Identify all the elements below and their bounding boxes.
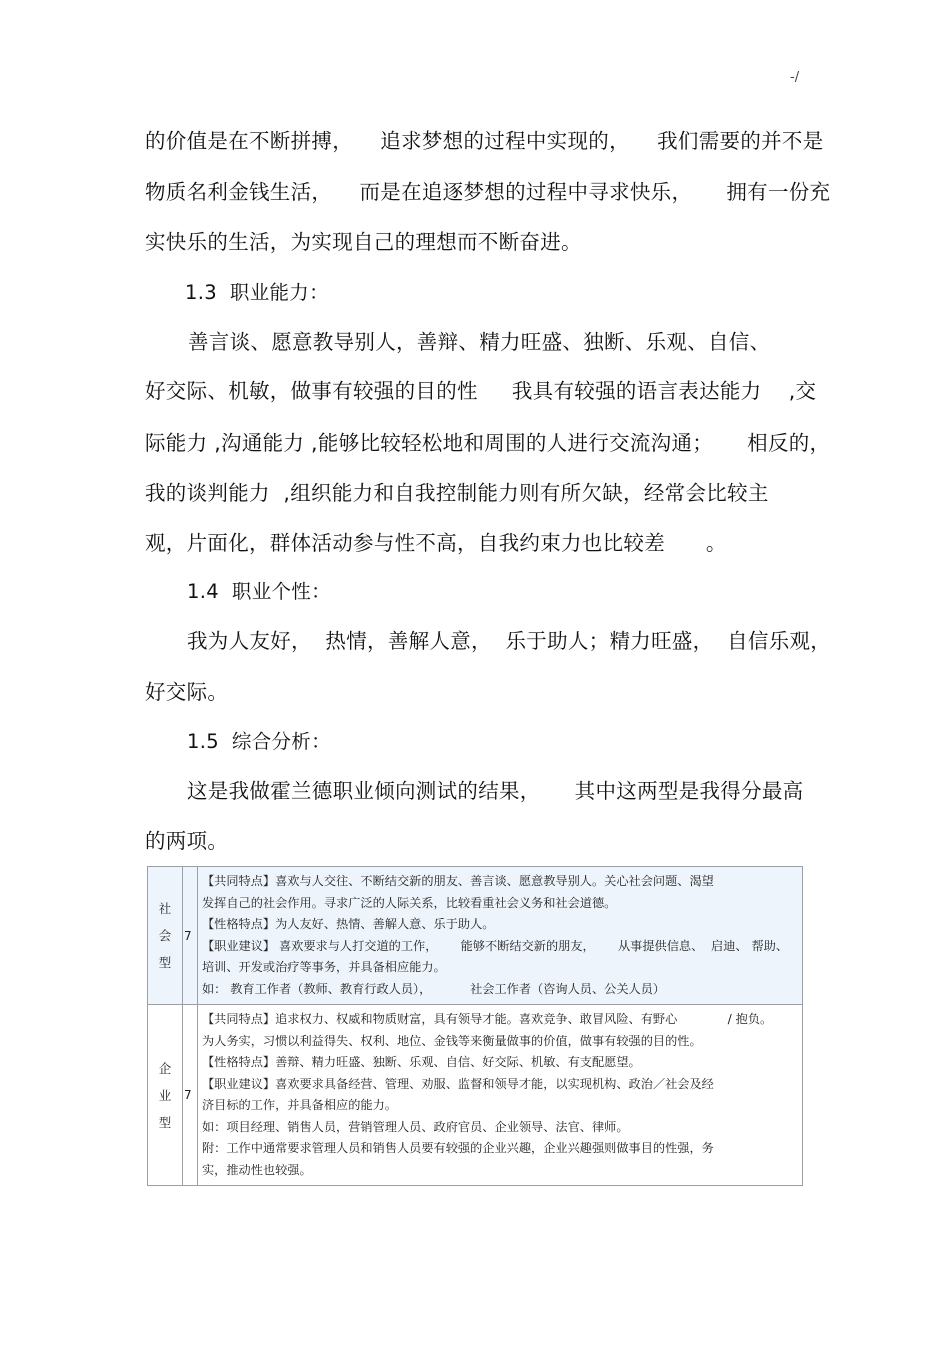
paragraph-line: 好交际、机敏，做事有较强的目的性 我具有较强的语言表达能力 ,交 bbox=[145, 379, 817, 403]
type-cell bbox=[148, 1005, 183, 1185]
description-line: 【职业建议】喜欢要求具备经营、管理、劝服、监督和领导才能，以实现机构、政治／社会及经 bbox=[202, 1076, 714, 1091]
type-cell bbox=[148, 867, 183, 1004]
description-line: 为人务实，习惯以利益得失、权利、地位、金钱等来衡量做事的价值，做事有较强的目的性。 bbox=[202, 1033, 702, 1048]
description-line: 如：项目经理、销售人员，营销管理人员、政府官员、企业领导、法官、律师。 bbox=[202, 1119, 629, 1134]
table-row-social bbox=[148, 867, 802, 1004]
description-line: 【性格特点】善辩、精力旺盛、独断、乐观、自信、好交际、机敏、有支配愿望。 bbox=[202, 1055, 641, 1069]
description-line: 附：工作中通常要求管理人员和销售人员要有较强的企业兴趣，企业兴趣强则做事目的性强，务 bbox=[202, 1141, 714, 1155]
description-line: 济目标的工作，并具备相应的能力。 bbox=[202, 1098, 397, 1112]
paragraph-line: 的价值是在不断拼搏， 追求梦想的过程中实现的， 我们需要的并不是 bbox=[145, 129, 824, 153]
section-heading-1-4: 1.4 职业个性： bbox=[187, 580, 331, 603]
description-line: 【职业建议】 喜欢要求与人打交道的工作， 能够不断结交新的朋友， 从事提供信息、 启迪、 帮助、 bbox=[202, 938, 789, 953]
paragraph-line: 观，片面化，群体活动参与性不高，自我约束力也比较差 。 bbox=[145, 531, 727, 555]
description-line: 【性格特点】为人友好、热情、善解人意、乐于助人。 bbox=[202, 917, 495, 931]
score-cell: 7 bbox=[183, 867, 198, 1004]
paragraph-line: 际能力 ,沟通能力 ,能够比较轻松地和周围的人进行交流沟通； 相反的， bbox=[145, 431, 831, 455]
paragraph-line: 好交际。 bbox=[145, 680, 229, 704]
description-line: 如： 教育工作者（教师、教育行政人员）， 社会工作者（咨询人员、公关人员） bbox=[202, 981, 666, 996]
description-line: 【共同特点】喜欢与人交往、不断结交新的朋友、善言谈、愿意教导别人。关心社会问题、渴望 bbox=[202, 874, 714, 888]
description-cell bbox=[198, 867, 802, 1004]
section-heading-1-5: 1.5 综合分析： bbox=[187, 730, 331, 753]
holland-result-table bbox=[147, 866, 803, 1186]
type-label: 企业型 bbox=[158, 1060, 172, 1130]
paragraph-line: 这是我做霍兰德职业倾向测试的结果， 其中这两型是我得分最高 bbox=[187, 779, 804, 803]
description-line: 【共同特点】追求权力、权威和物质财富，具有领导才能。喜欢竞争、敢冒风险、有野心 / 抱负。 bbox=[202, 1012, 773, 1026]
description-cell bbox=[198, 1005, 802, 1185]
paragraph-line: 的两项。 bbox=[145, 829, 229, 853]
description-line: 发挥自己的社会作用。寻求广泛的人际关系，比较看重社会义务和社会道德。 bbox=[202, 895, 617, 910]
page-mark: -/ bbox=[790, 70, 800, 85]
table-row-enterprising bbox=[148, 1004, 802, 1185]
section-heading-1-3: 1.3 职业能力： bbox=[185, 281, 329, 304]
description-line: 培训、开发或治疗等事务，并具备相应能力。 bbox=[202, 960, 446, 974]
paragraph-line: 实快乐的生活，为实现自己的理想而不断奋进。 bbox=[145, 230, 582, 254]
paragraph-line: 物质名利金钱生活， 而是在追逐梦想的过程中寻求快乐， 拥有一份充 bbox=[145, 180, 831, 204]
paragraph-line: 善言谈、愿意教导别人，善辩、精力旺盛、独断、乐观、自信、 bbox=[188, 330, 771, 354]
paragraph-line: 我为人友好， 热情，善解人意， 乐于助人；精力旺盛， 自信乐观， bbox=[187, 629, 832, 653]
paragraph-line: 我的谈判能力 ,组织能力和自我控制能力则有所欠缺，经常会比较主 bbox=[145, 481, 769, 505]
description-line: 实，推动性也较强。 bbox=[202, 1162, 312, 1177]
score-cell: 7 bbox=[183, 1005, 198, 1185]
type-label: 社会型 bbox=[158, 901, 172, 970]
